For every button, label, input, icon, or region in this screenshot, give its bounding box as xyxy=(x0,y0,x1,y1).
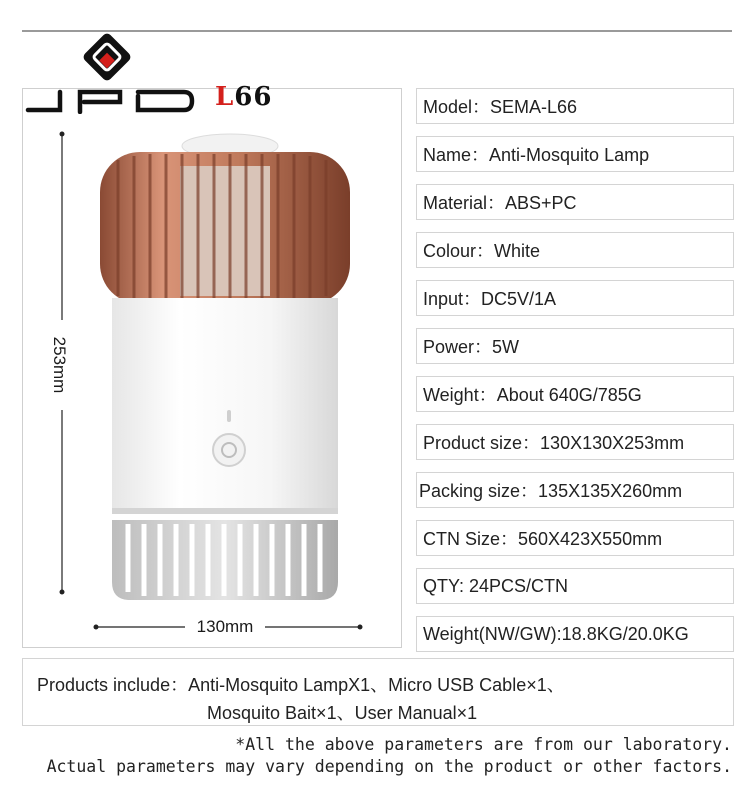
package-contents-line-2: Mosquito Bait×1、User Manual×1 xyxy=(207,703,478,723)
package-contents-line-1: Products include：Anti-Mosquito LampX1、Micro USB Cable×1、 xyxy=(37,675,565,695)
spec-qty: QTY: 24PCS/CTN xyxy=(416,568,734,604)
model-tag: L66 xyxy=(215,82,273,112)
width-label: 130mm xyxy=(185,617,265,637)
spec-colour: Colour：White xyxy=(416,232,734,268)
spec-weight: Weight：About 640G/785G xyxy=(416,376,734,412)
jpd-logo-icon xyxy=(78,30,136,84)
disclaimer-line-2: Actual parameters may vary depending on the product or other factors. xyxy=(46,757,732,776)
spec-power: Power：5W xyxy=(416,328,734,364)
disclaimer-line-1: *All the above parameters are from our laboratory. xyxy=(235,735,732,754)
disclaimer xyxy=(47,734,732,778)
spec-list xyxy=(416,88,734,664)
spec-packing-size: Packing size：135X135X260mm xyxy=(416,472,734,508)
spec-name: Name：Anti-Mosquito Lamp xyxy=(416,136,734,172)
spec-material: Material：ABS+PC xyxy=(416,184,734,220)
spec-ctn-size: CTN Size：560X423X550mm xyxy=(416,520,734,556)
spec-model: Model：SEMA-L66 xyxy=(416,88,734,124)
package-contents-box xyxy=(22,658,734,726)
spec-net-gross-weight: Weight(NW/GW):18.8KG/20.0KG xyxy=(416,616,734,652)
mosquito-lamp-image xyxy=(100,130,360,610)
jpd-wordmark xyxy=(24,88,196,114)
spec-input: Input：DC5V/1A xyxy=(416,280,734,316)
spec-product-size: Product size：130X130X253mm xyxy=(416,424,734,460)
height-label: 253mm xyxy=(49,320,69,410)
